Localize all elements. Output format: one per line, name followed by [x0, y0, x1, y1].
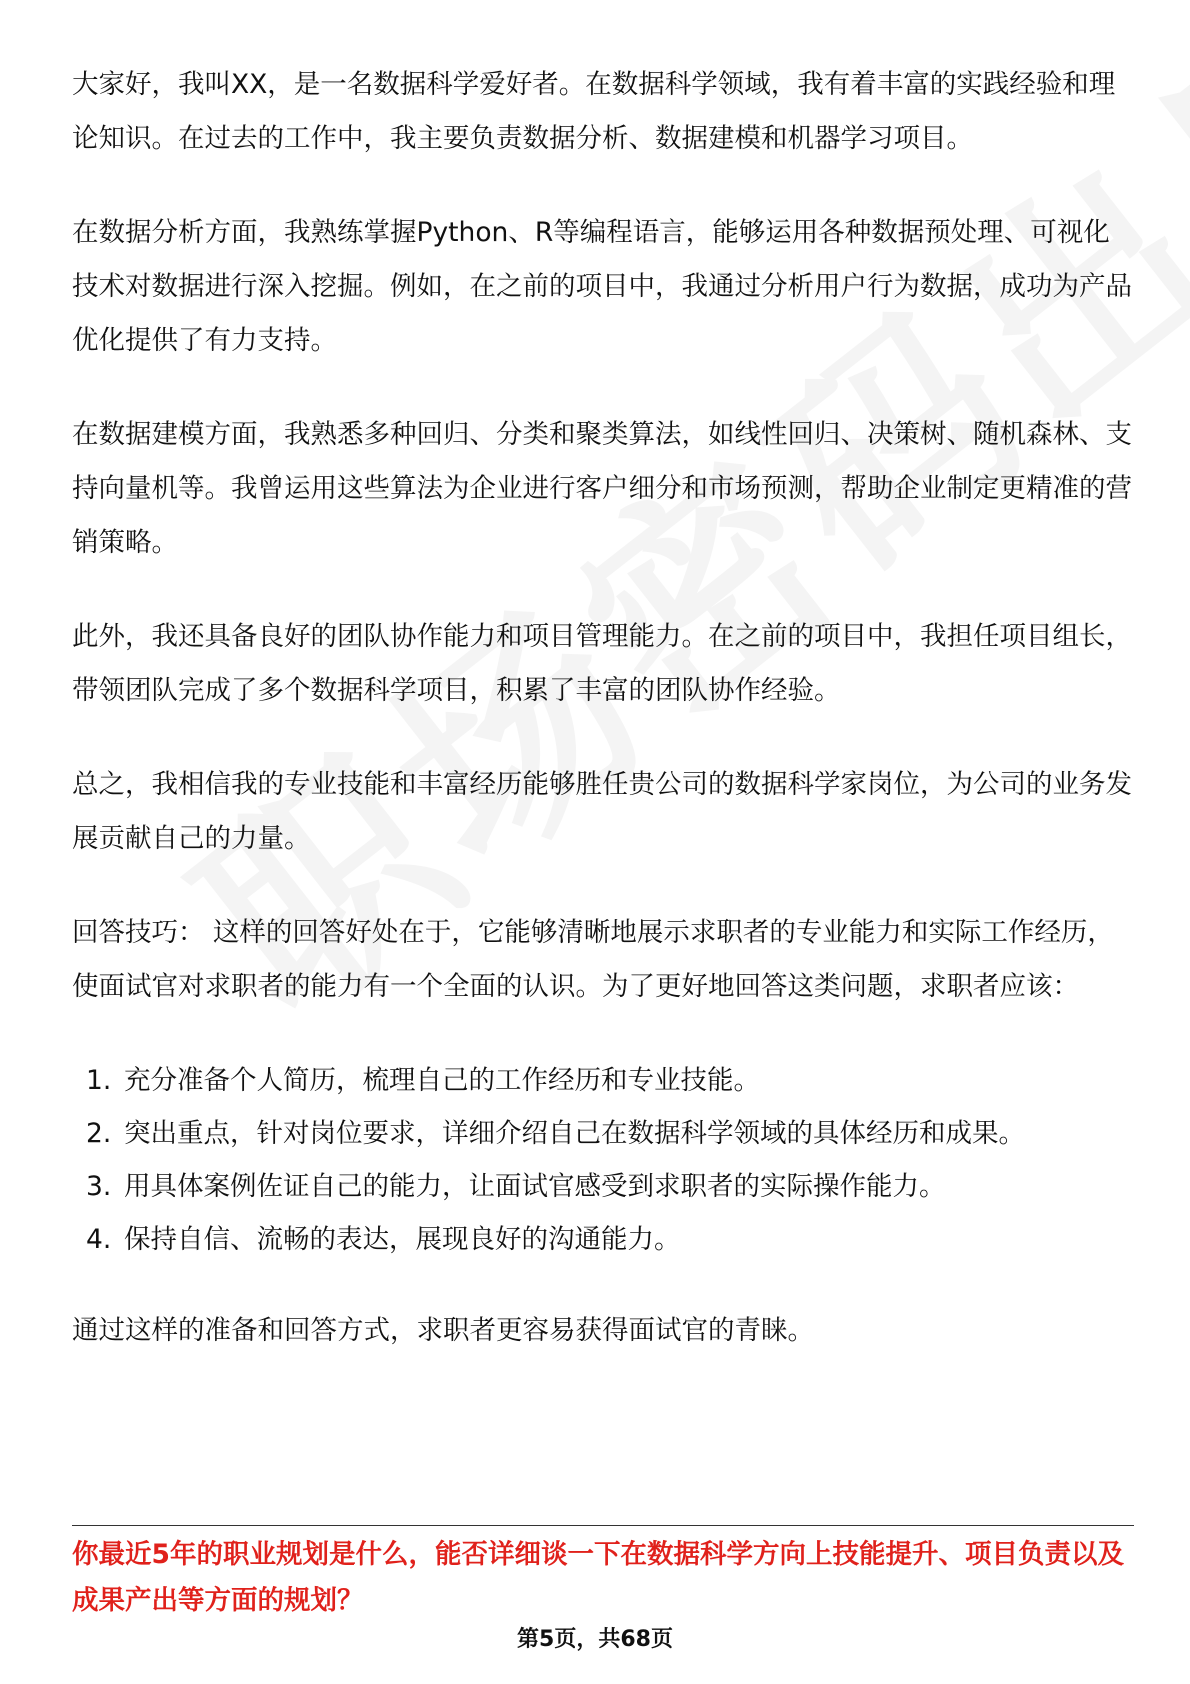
paragraph-closing: 通过这样的准备和回答方式，求职者更容易获得面试官的青睐。 [72, 1315, 814, 1346]
list-item [72, 1054, 1132, 1107]
list-item [72, 1213, 1132, 1266]
paragraph-teamwork: 此外，我还具备良好的团队协作能力和项目管理能力。在之前的项目中，我担任项目组长，带领团队完成了多个数据科学项目，积累了丰富的团队协作经验。 [72, 621, 1132, 706]
list-text: 突出重点，针对岗位要求，详细介绍自己在数据科学领域的具体经历和成果。 [124, 1118, 1025, 1149]
list-text: 保持自信、流畅的表达，展现良好的沟通能力。 [124, 1224, 681, 1255]
answer-body [72, 58, 1132, 1398]
page-number-footer: 第5页，共68页 [517, 1627, 673, 1652]
paragraph-intro: 大家好，我叫XX，是一名数据科学爱好者。在数据科学领域，我有着丰富的实践经验和理论知识。在过去的工作中，我主要负责数据分析、数据建模和机器学习项目。 [72, 69, 1116, 154]
tips-list [72, 1054, 1132, 1266]
list-number: 4. [86, 1224, 112, 1255]
paragraph-summary: 总之，我相信我的专业技能和丰富经历能够胜任贵公司的数据科学家岗位，为公司的业务发展贡献自己的力量。 [72, 769, 1132, 854]
list-number: 3. [86, 1171, 112, 1202]
list-number: 1. [86, 1065, 112, 1096]
list-item [72, 1107, 1132, 1160]
list-number: 2. [86, 1118, 112, 1149]
list-text: 用具体案例佐证自己的能力，让面试官感受到求职者的实际操作能力。 [124, 1171, 946, 1202]
paragraph-answer-tips: 回答技巧： 这样的回答好处在于，它能够清晰地展示求职者的专业能力和实际工作经历，使面试官对求职者的能力有一个全面的认识。为了更好地回答这类问题，求职者应该： [72, 917, 1114, 1002]
list-item [72, 1160, 1132, 1213]
paragraph-data-analysis: 在数据分析方面，我熟练掌握Python、R等编程语言，能够运用各种数据预处理、可视化技术对数据进行深入挖掘。例如，在之前的项目中，我通过分析用户行为数据，成功为产品优化提供了有力支持。 [72, 217, 1132, 356]
section-divider [72, 1525, 1134, 1526]
paragraph-data-modeling: 在数据建模方面，我熟悉多种回归、分类和聚类算法，如线性回归、决策树、随机森林、支持向量机等。我曾运用这些算法为企业进行客户细分和市场预测，帮助企业制定更精准的营销策略。 [72, 419, 1132, 558]
next-question-heading: 你最近5年的职业规划是什么，能否详细谈一下在数据科学方向上技能提升、项目负责以及成果产出等方面的规划？ [72, 1539, 1124, 1616]
list-text: 充分准备个人简历，梳理自己的工作经历和专业技能。 [124, 1065, 760, 1096]
